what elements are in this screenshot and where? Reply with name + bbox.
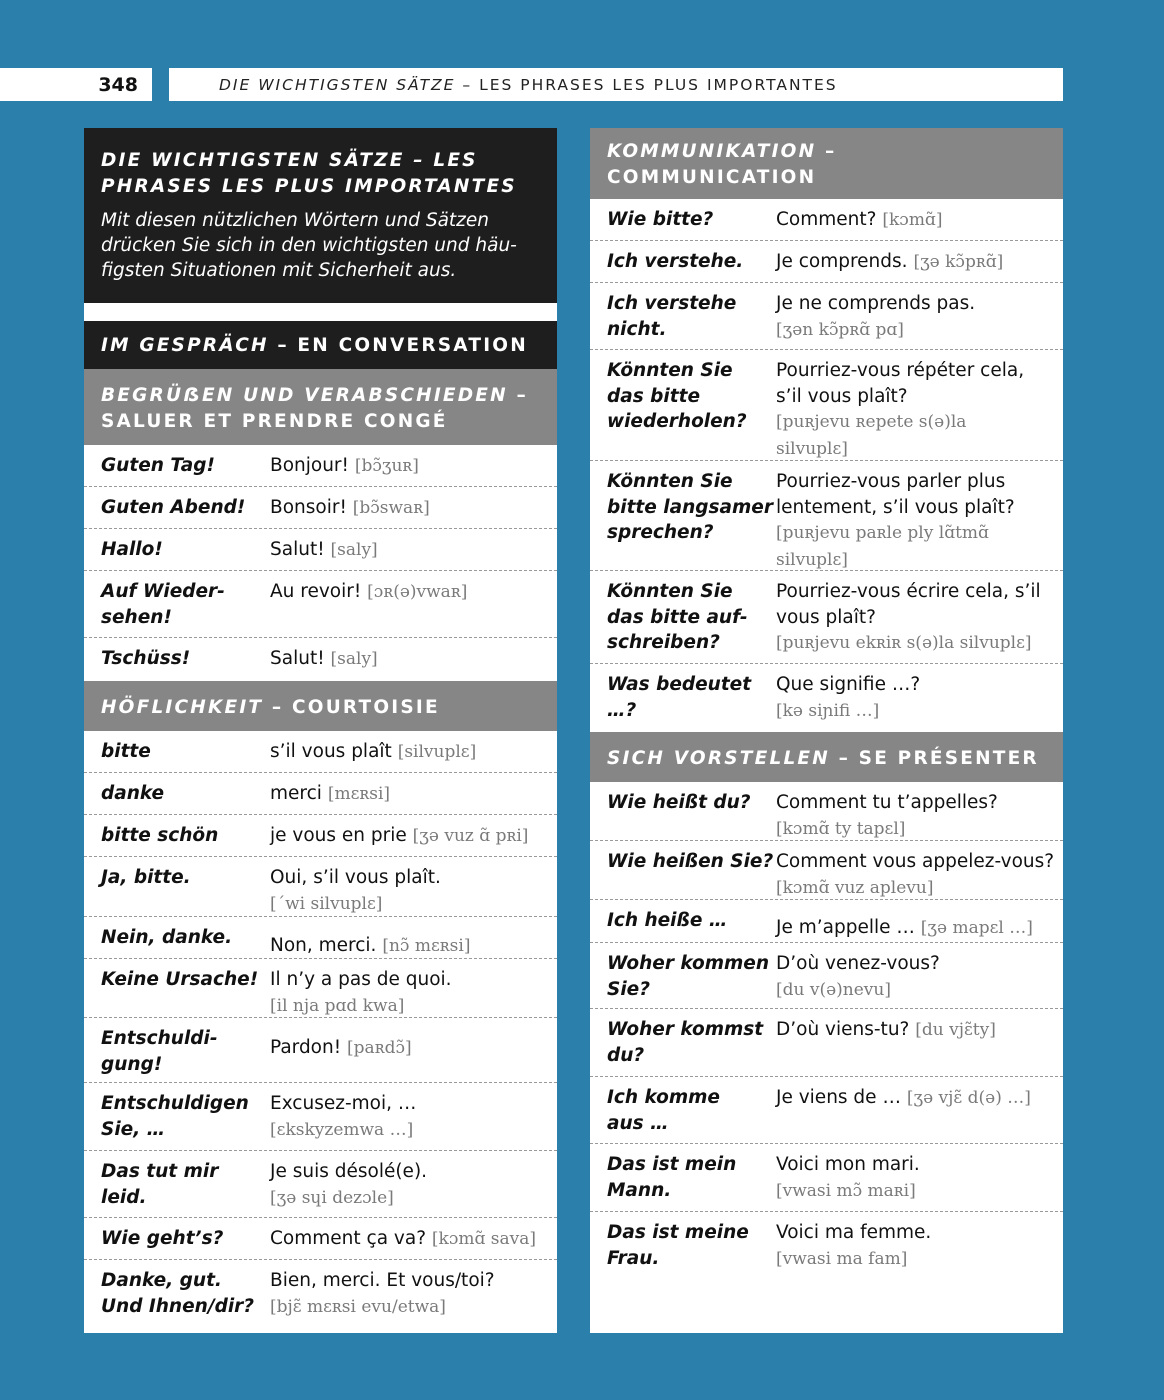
greetings-table — [84, 445, 557, 681]
running-head-fr: LES PHRASES LES PLUS IMPORTANTES — [479, 75, 838, 94]
table-row: Ich verstehe. Je comprends. [ʒə kɔ̃pʀɑ̃] — [590, 241, 1063, 283]
table-row: bitte schön je vous en prie [ʒə vuz ɑ̃ pʀi] — [84, 815, 557, 857]
introduce-table — [590, 782, 1063, 1278]
table-row: Das tut mir leid. Je suis désolé(e). [ʒə sɥi dezɔle] — [84, 1151, 557, 1218]
table-row: Auf Wieder- sehen! Au revoir! [ɔʀ(ə)vwaʀ] — [84, 571, 557, 638]
table-row: Das ist mein Mann. Voici mon mari. [vwasi mɔ̃ maʀi] — [590, 1144, 1063, 1212]
intro-text: Mit diesen nützlichen Wörtern und Sätzen drücken Sie sich in den wichtigsten und häu- figsten Situationen mit Sicherheit aus. — [101, 210, 517, 281]
table-row: Ich heiße … Je m’appelle … [ʒə mapɛl …] — [590, 900, 1063, 943]
table-row: Hallo! Salut! [saly] — [84, 529, 557, 571]
table-row: Tschüss! Salut! [saly] — [101, 648, 378, 669]
greetings-heading: BEGRÜẞEN UND VERABSCHIEDEN – SALUER ET PRENDRE CONGÉ — [84, 369, 557, 445]
table-row: Ja, bitte. Oui, s’il vous plaît. [´wi silvuplɛ] — [84, 857, 557, 917]
table-row: Ich komme aus … Je viens de … [ʒə vjɛ̃ d(ə) …] — [590, 1077, 1063, 1144]
table-row: danke merci [mɛʀsi] — [84, 773, 557, 815]
section-conversation-heading: IM GESPRÄCH – EN CONVERSATION — [84, 321, 557, 369]
table-row: Wie heißt du? Comment tu t’appelles? [kɔmɑ̃ ty tapɛl] — [590, 782, 1063, 841]
table-row: Woher kommen Sie? D’où venez-vous? [du v(ə)nevu] — [590, 943, 1063, 1009]
intro-box — [84, 128, 557, 303]
page-number: 348 — [0, 68, 152, 101]
communication-heading: KOMMUNIKATION – COMMUNICATION — [590, 128, 1063, 199]
table-row: Könnten Sie das bitte wiederholen? Pourriez-vous répéter cela, s’il vous plaît? [puʀjevu ʀepete s(ə)la silvuplɛ] — [590, 350, 1063, 461]
table-row: Das ist meine Frau. Voici ma femme. [vwasi ma fam] — [607, 1222, 932, 1269]
table-row: Guten Abend! Bonsoir! [bɔ̃swaʀ] — [84, 487, 557, 529]
table-row: Nein, danke. Non, merci. [nɔ̃ mɛʀsi] — [84, 917, 557, 959]
table-row: Woher kommst du? D’où viens-tu? [du vjɛ̃ty] — [590, 1009, 1063, 1077]
table-row: Ich verstehe nicht. Je ne comprends pas. [ʒən kɔ̃pʀɑ̃ pɑ] — [590, 283, 1063, 350]
communication-table — [590, 199, 1063, 732]
intro-title: DIE WICHTIGSTEN SÄTZE – LES PHRASES LES PLUS IMPORTANTES — [101, 150, 517, 197]
table-row: Wie geht’s? Comment ça va? [kɔmɑ̃ sava] — [84, 1218, 557, 1260]
table-row: Entschuldi- gung! Pardon! [paʀdɔ̃] — [84, 1018, 557, 1083]
table-row: bitte s’il vous plaît [silvuplɛ] — [84, 731, 557, 773]
introduce-heading: SICH VORSTELLEN – SE PRÉSENTER — [590, 732, 1063, 782]
table-row: Wie bitte? Comment? [kɔmɑ̃] — [590, 199, 1063, 241]
table-row: Guten Tag! Bonjour! [bɔ̃ʒuʀ] — [84, 445, 557, 487]
table-row: Entschuldigen Sie, … Excusez-moi, … [ɛkskyzemwa …] — [84, 1083, 557, 1151]
running-head-sep: – — [455, 75, 480, 94]
table-row: Könnten Sie bitte langsamer sprechen? Pourriez-vous parler plus lentement, s’il vous plaît? [puʀjevu paʀle ply lɑ̃tmɑ̃ silvuplɛ] — [590, 461, 1063, 571]
table-row: Danke, gut. Und Ihnen/dir? Bien, merci. Et vous/toi? [bjɛ̃ mɛʀsi evu/etwa] — [101, 1270, 495, 1317]
right-column — [590, 128, 1063, 1333]
politeness-table — [84, 731, 557, 1326]
running-head-de: DIE WICHTIGSTEN SÄTZE — [219, 75, 456, 94]
running-head — [169, 68, 1063, 101]
table-row: Wie heißen Sie? Comment vous appelez-vous? [kɔmɑ̃ vuz aplevu] — [590, 841, 1063, 900]
politeness-heading: HÖFLICHKEIT – COURTOISIE — [84, 681, 557, 731]
table-row: Keine Ursache! Il n’y a pas de quoi. [il nja pɑd kwa] — [84, 959, 557, 1018]
table-row: Könnten Sie das bitte auf- schreiben? Pourriez-vous écrire cela, s’il vous plaît? [puʀjevu ekʀiʀ s(ə)la silvuplɛ] — [590, 571, 1063, 664]
left-column — [84, 128, 557, 1333]
table-row: Was bedeutet …? Que signifie …? [kə siɲifi …] — [607, 674, 921, 721]
